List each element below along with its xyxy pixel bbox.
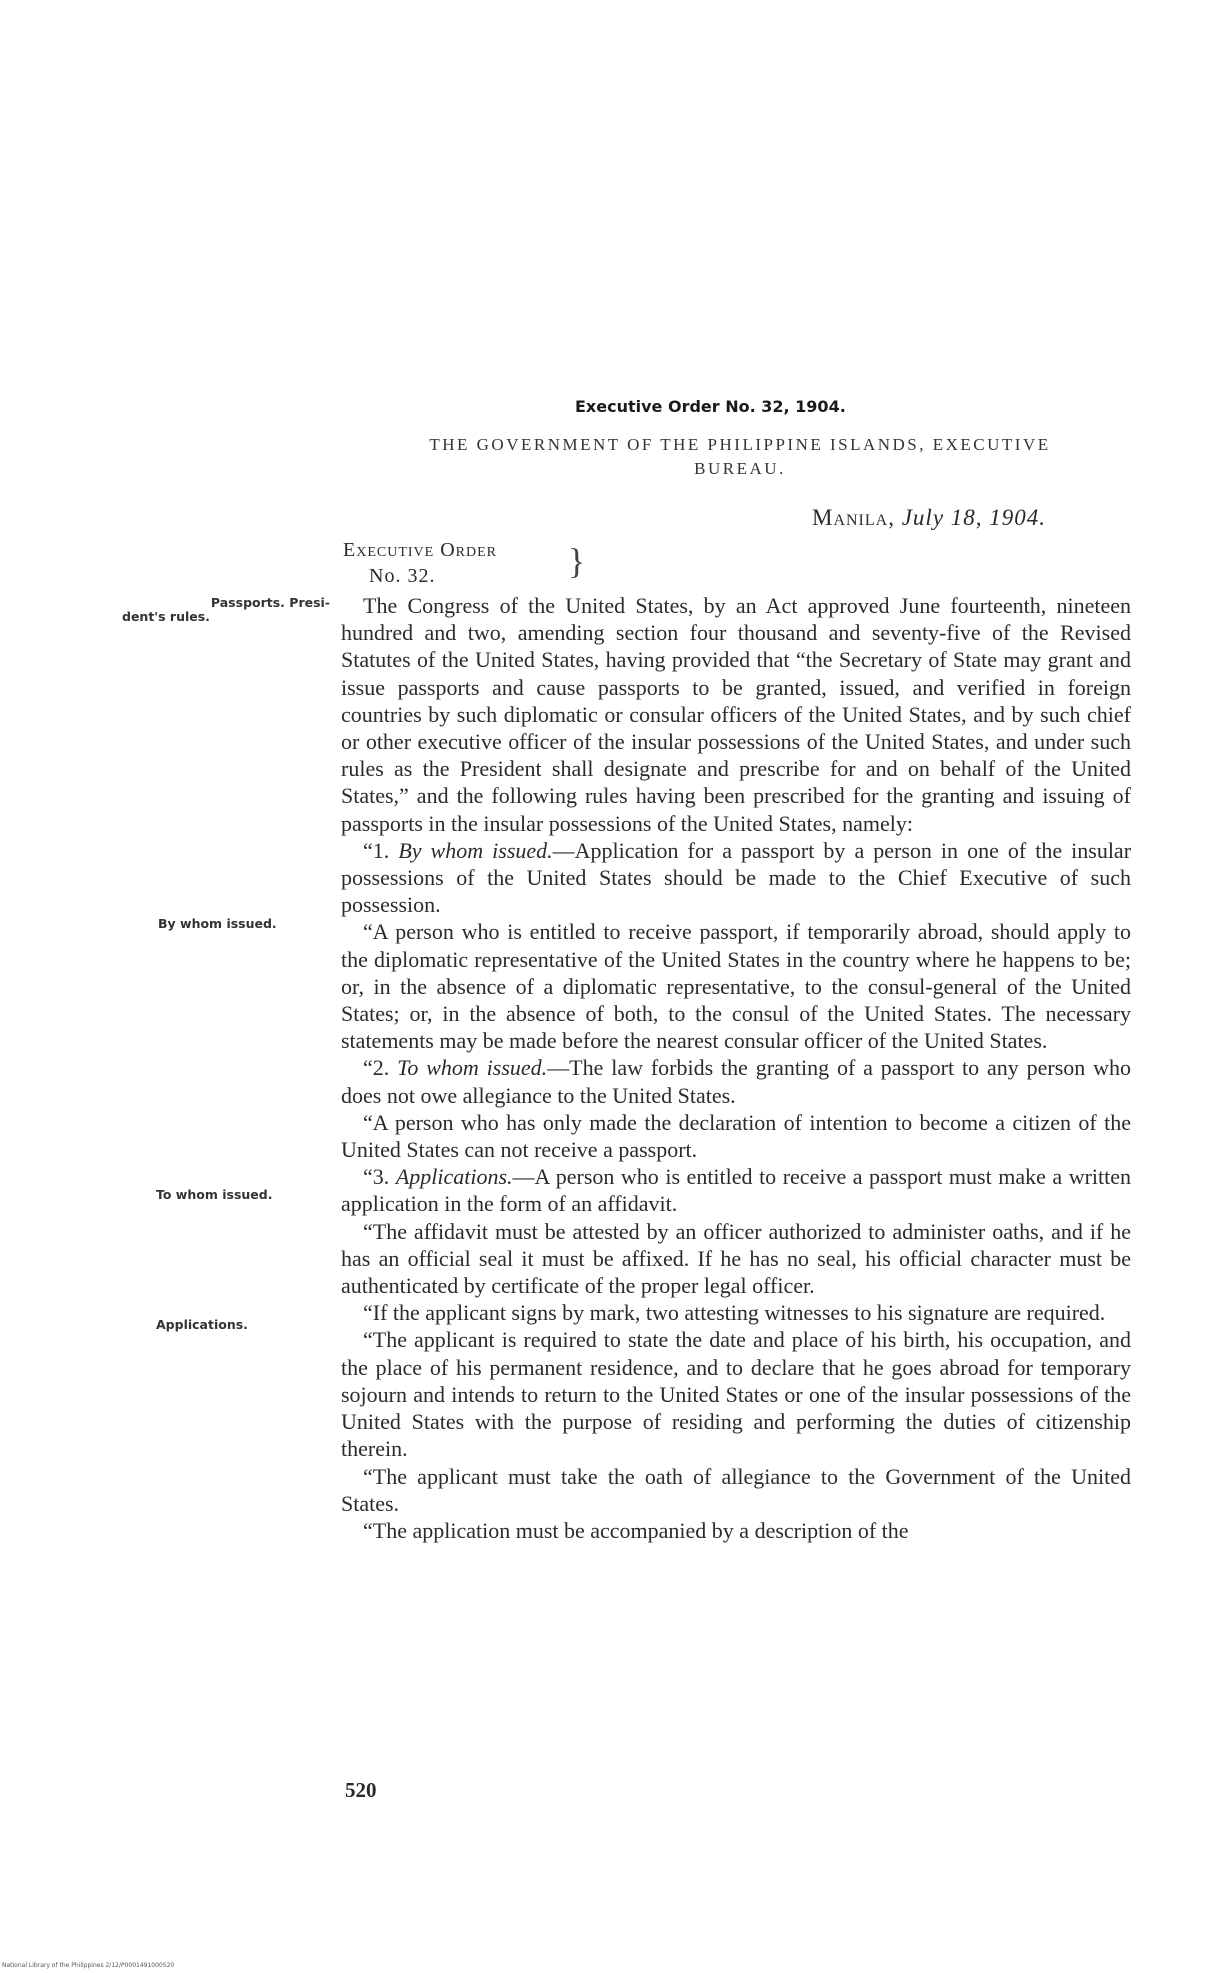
paragraph — [341, 592, 1131, 837]
paragraph-text: “The affidavit must be attested by an officer authorized to administer oaths, and if he has an official seal it must be affixed. If he has no seal, his official character must be authenticated by certificate of the proper legal officer. — [341, 1218, 1131, 1299]
order-body — [341, 592, 1131, 1544]
paragraph-text: —Application for a passport by a person in one of the insular possessions of the United States should be made to the Chief Executive of such possession. — [341, 837, 1132, 918]
dateline-city: Manila, — [812, 505, 895, 530]
margin-note-passports — [100, 596, 330, 624]
section-title: To whom issued. — [397, 1055, 548, 1081]
paragraph — [341, 1326, 1131, 1462]
margin-note-to-whom: To whom issued. — [156, 1187, 273, 1202]
scan-footer: National Library of the Philippines 2/12/P0001491000520 — [2, 1962, 175, 1969]
margin-note-applications: Applications. — [156, 1317, 248, 1332]
paragraph-lead: “3. — [363, 1164, 396, 1190]
paragraph — [341, 1218, 1131, 1300]
executive-order-label — [343, 537, 497, 589]
paragraph-text: “The applicant is required to state the date and place of his birth, his occupation, and the place of his permanent residence, and to declare that he goes abroad for temporary sojourn and intends to return to the United States or one of the insular possessions of the United States with the purpose of residing and performing the duties of citizenship therein. — [341, 1327, 1131, 1462]
paragraph — [341, 1299, 1131, 1326]
government-title — [345, 433, 1135, 481]
paragraph — [341, 837, 1131, 919]
paragraph-text: “A person who has only made the declaration of intention to become a citizen of the United States can not receive a passport. — [341, 1109, 1131, 1163]
paragraph-text: —The law forbids the granting of a passport to any person who does not owe allegiance to the United States. — [341, 1055, 1132, 1108]
paragraph — [341, 1463, 1131, 1517]
paragraph — [341, 1109, 1131, 1163]
paragraph-lead: “1. — [363, 837, 399, 863]
paragraph-text: “The applicant must take the oath of allegiance to the Government of the United States. — [341, 1463, 1131, 1516]
section-title: Applications. — [395, 1164, 513, 1190]
executive-order-number: No. 32. — [369, 565, 436, 587]
section-title: By whom issued. — [398, 837, 553, 863]
executive-order-title: Executive Order — [343, 539, 497, 561]
paragraph — [341, 1054, 1131, 1108]
government-line-2: BUREAU. — [694, 459, 786, 478]
paragraph-text: The Congress of the United States, by an Act approved June fourteenth, nineteen hundred and two, amending section four thousand and seventy-five of the Revised Statutes of the United States, having provided that “the Secretary of State may grant and issue passports and cause passports to be granted, issued, and verified in foreign countries by such diplomatic or consular officers of the United States, and by such chief or other executive officer of the insular possessions of the United States, and under such rules as the President shall designate and prescribe for and on behalf of the United States,” and the following rules having been prescribed for the granting and issuing of passports in the insular possessions of the United States, namely: — [341, 593, 1131, 836]
government-line-1: THE GOVERNMENT OF THE PHILIPPINE ISLANDS, EXECUTIVE — [429, 435, 1051, 454]
paragraph-lead: “2. — [363, 1055, 398, 1081]
margin-note-text: Passports. Presi- — [210, 595, 330, 610]
dateline-date: July 18, 1904. — [901, 505, 1047, 530]
paragraph — [341, 918, 1131, 1054]
paragraph-text: —A person who is entitled to receive a passport must make a written application in the form of an affidavit. — [341, 1164, 1132, 1217]
paragraph-text: “A person who is entitled to receive passport, if temporarily abroad, should apply to the diplomatic representative of the United States in the country where he happens to be; or, in the absence of a diplomatic representative, to the consul-general of the United States; or, in the absence of both, to the consul of the United States. The necessary statements may be made before the nearest consular officer of the United States. — [341, 919, 1131, 1054]
order-heading: Executive Order No. 32, 1904. — [575, 397, 846, 416]
margin-note-by-whom: By whom issued. — [158, 916, 277, 931]
page-number: 520 — [345, 1778, 377, 1802]
paragraph-text: “If the applicant signs by mark, two attesting witnesses to his signature are required. — [363, 1300, 1106, 1326]
margin-note-text: dent's rules. — [122, 609, 210, 624]
dateline — [812, 505, 1046, 531]
paragraph — [341, 1163, 1131, 1217]
paragraph-text: “The application must be accompanied by a description of the — [363, 1517, 909, 1543]
paragraph — [341, 1517, 1131, 1544]
brace-icon: } — [568, 541, 586, 581]
